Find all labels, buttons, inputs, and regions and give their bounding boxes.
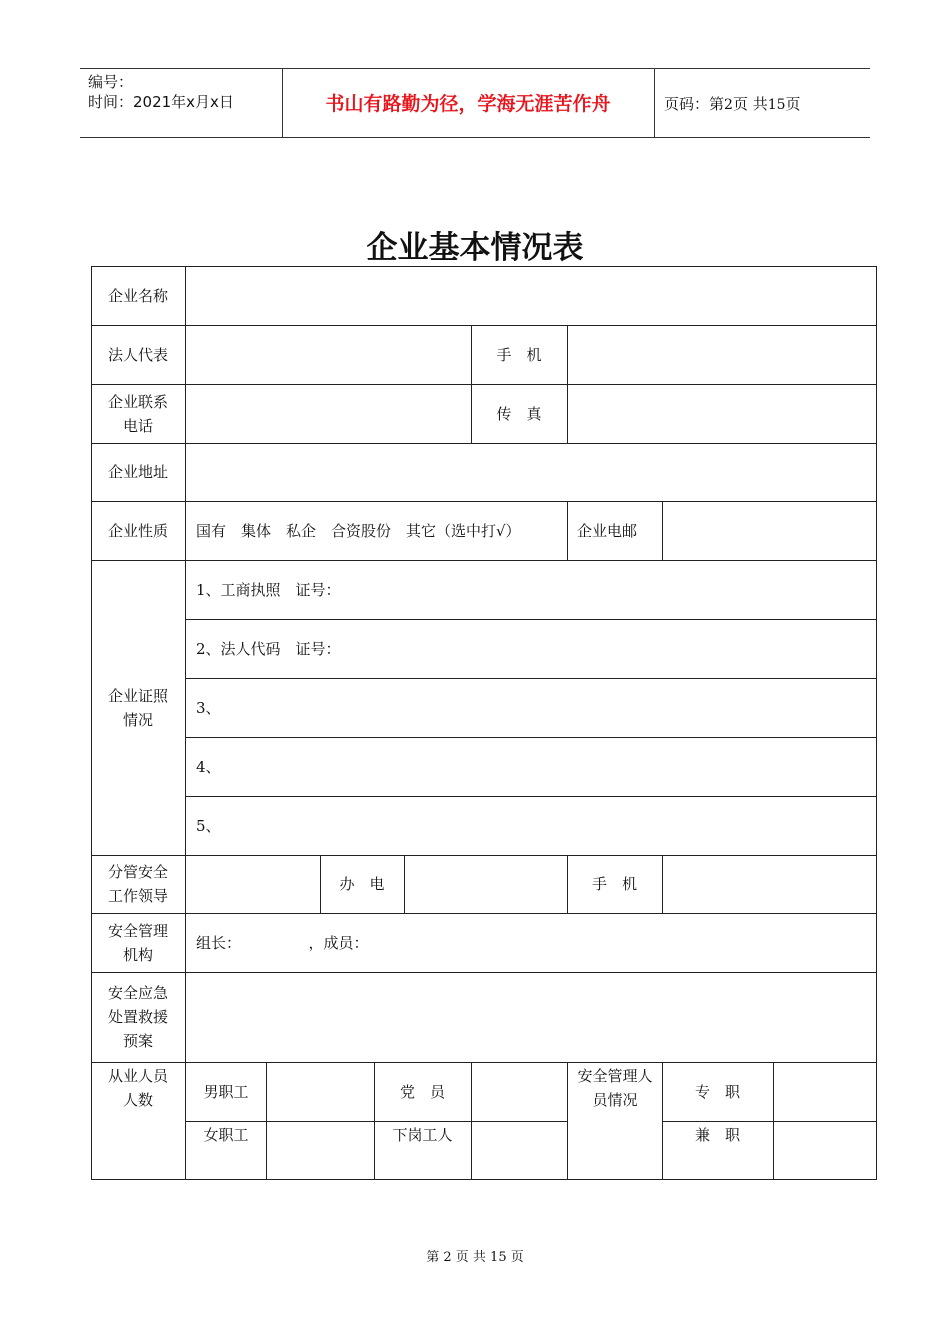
- number-label: 编号：: [88, 73, 134, 91]
- label-party-member: 党 员: [399, 1082, 445, 1101]
- emergency-plan-field[interactable]: [186, 972, 876, 1062]
- fax-field[interactable]: [568, 384, 876, 443]
- mobile-field[interactable]: [568, 325, 876, 384]
- page-indicator: 页码：第2页 共15页: [664, 95, 801, 113]
- label-emergency-plan: 安全应急处置救援预案: [107, 984, 168, 1050]
- legal-rep-field[interactable]: [186, 325, 471, 384]
- label-license: 企业证照情况: [107, 686, 168, 729]
- grid-line: [567, 1062, 568, 1180]
- license-item[interactable]: 4、: [196, 757, 221, 776]
- license-item[interactable]: 1、工商执照 证号：: [196, 580, 341, 599]
- label-female-staff: 女职工: [203, 1126, 249, 1144]
- email-field[interactable]: [663, 501, 876, 560]
- label-mobile: 手 机: [496, 345, 542, 364]
- male-staff-field[interactable]: [267, 1062, 374, 1121]
- page-footer: 第 2 页 共 15 页: [426, 1250, 524, 1265]
- office-phone-field[interactable]: [405, 855, 567, 913]
- motto: 书山有路勤为径，学海无涯苦作舟: [325, 93, 611, 115]
- header-meta: [88, 72, 234, 112]
- label-company-name: 企业名称: [107, 286, 168, 305]
- safety-org-content[interactable]: 组长： ，成员：: [196, 933, 369, 952]
- page-title: 企业基本情况表: [366, 230, 584, 266]
- laid-off-field[interactable]: [472, 1121, 567, 1179]
- label-contact-phone: 企业联系电话: [107, 392, 168, 435]
- label-safety-org: 安全管理机构: [107, 921, 168, 964]
- grid-line: [91, 266, 92, 1180]
- label-part-time: 兼 职: [694, 1126, 740, 1144]
- label-office-phone: 办 电: [339, 875, 385, 893]
- label-mobile-2: 手 机: [591, 875, 637, 893]
- time-label: 时间：2021年x月x日: [88, 93, 234, 111]
- label-laid-off: 下岗工人: [392, 1126, 453, 1144]
- label-full-time: 专 职: [694, 1082, 740, 1101]
- party-member-field[interactable]: [472, 1062, 567, 1121]
- female-staff-field[interactable]: [267, 1121, 374, 1179]
- company-name-field[interactable]: [186, 266, 876, 325]
- safety-leader-field[interactable]: [186, 855, 320, 913]
- part-time-field[interactable]: [774, 1121, 876, 1179]
- label-email: 企业电邮: [577, 521, 638, 540]
- label-male-staff: 男职工: [203, 1082, 249, 1101]
- label-staff-count: 从业人员人数: [107, 1067, 168, 1109]
- license-item[interactable]: 3、: [196, 698, 221, 717]
- label-legal-rep: 法人代表: [107, 345, 168, 364]
- grid-line: [91, 1179, 877, 1180]
- header-divider: [654, 69, 655, 137]
- license-item[interactable]: 5、: [196, 816, 221, 835]
- contact-phone-field[interactable]: [186, 384, 471, 443]
- grid-line: [876, 266, 877, 1180]
- header-band: [80, 68, 870, 138]
- full-time-field[interactable]: [774, 1062, 876, 1121]
- company-info-form: [91, 266, 877, 1180]
- label-safety-staff: 安全管理人员情况: [577, 1067, 653, 1109]
- nature-options[interactable]: 国有 集体 私企 合资股份 其它（选中打√）: [196, 521, 521, 540]
- label-fax: 传 真: [496, 404, 542, 423]
- mobile-2-field[interactable]: [663, 855, 876, 913]
- label-nature: 企业性质: [107, 521, 168, 540]
- address-field[interactable]: [186, 443, 876, 501]
- label-safety-leader: 分管安全工作领导: [107, 863, 168, 905]
- label-address: 企业地址: [107, 463, 168, 481]
- license-item[interactable]: 2、法人代码 证号：: [196, 639, 341, 658]
